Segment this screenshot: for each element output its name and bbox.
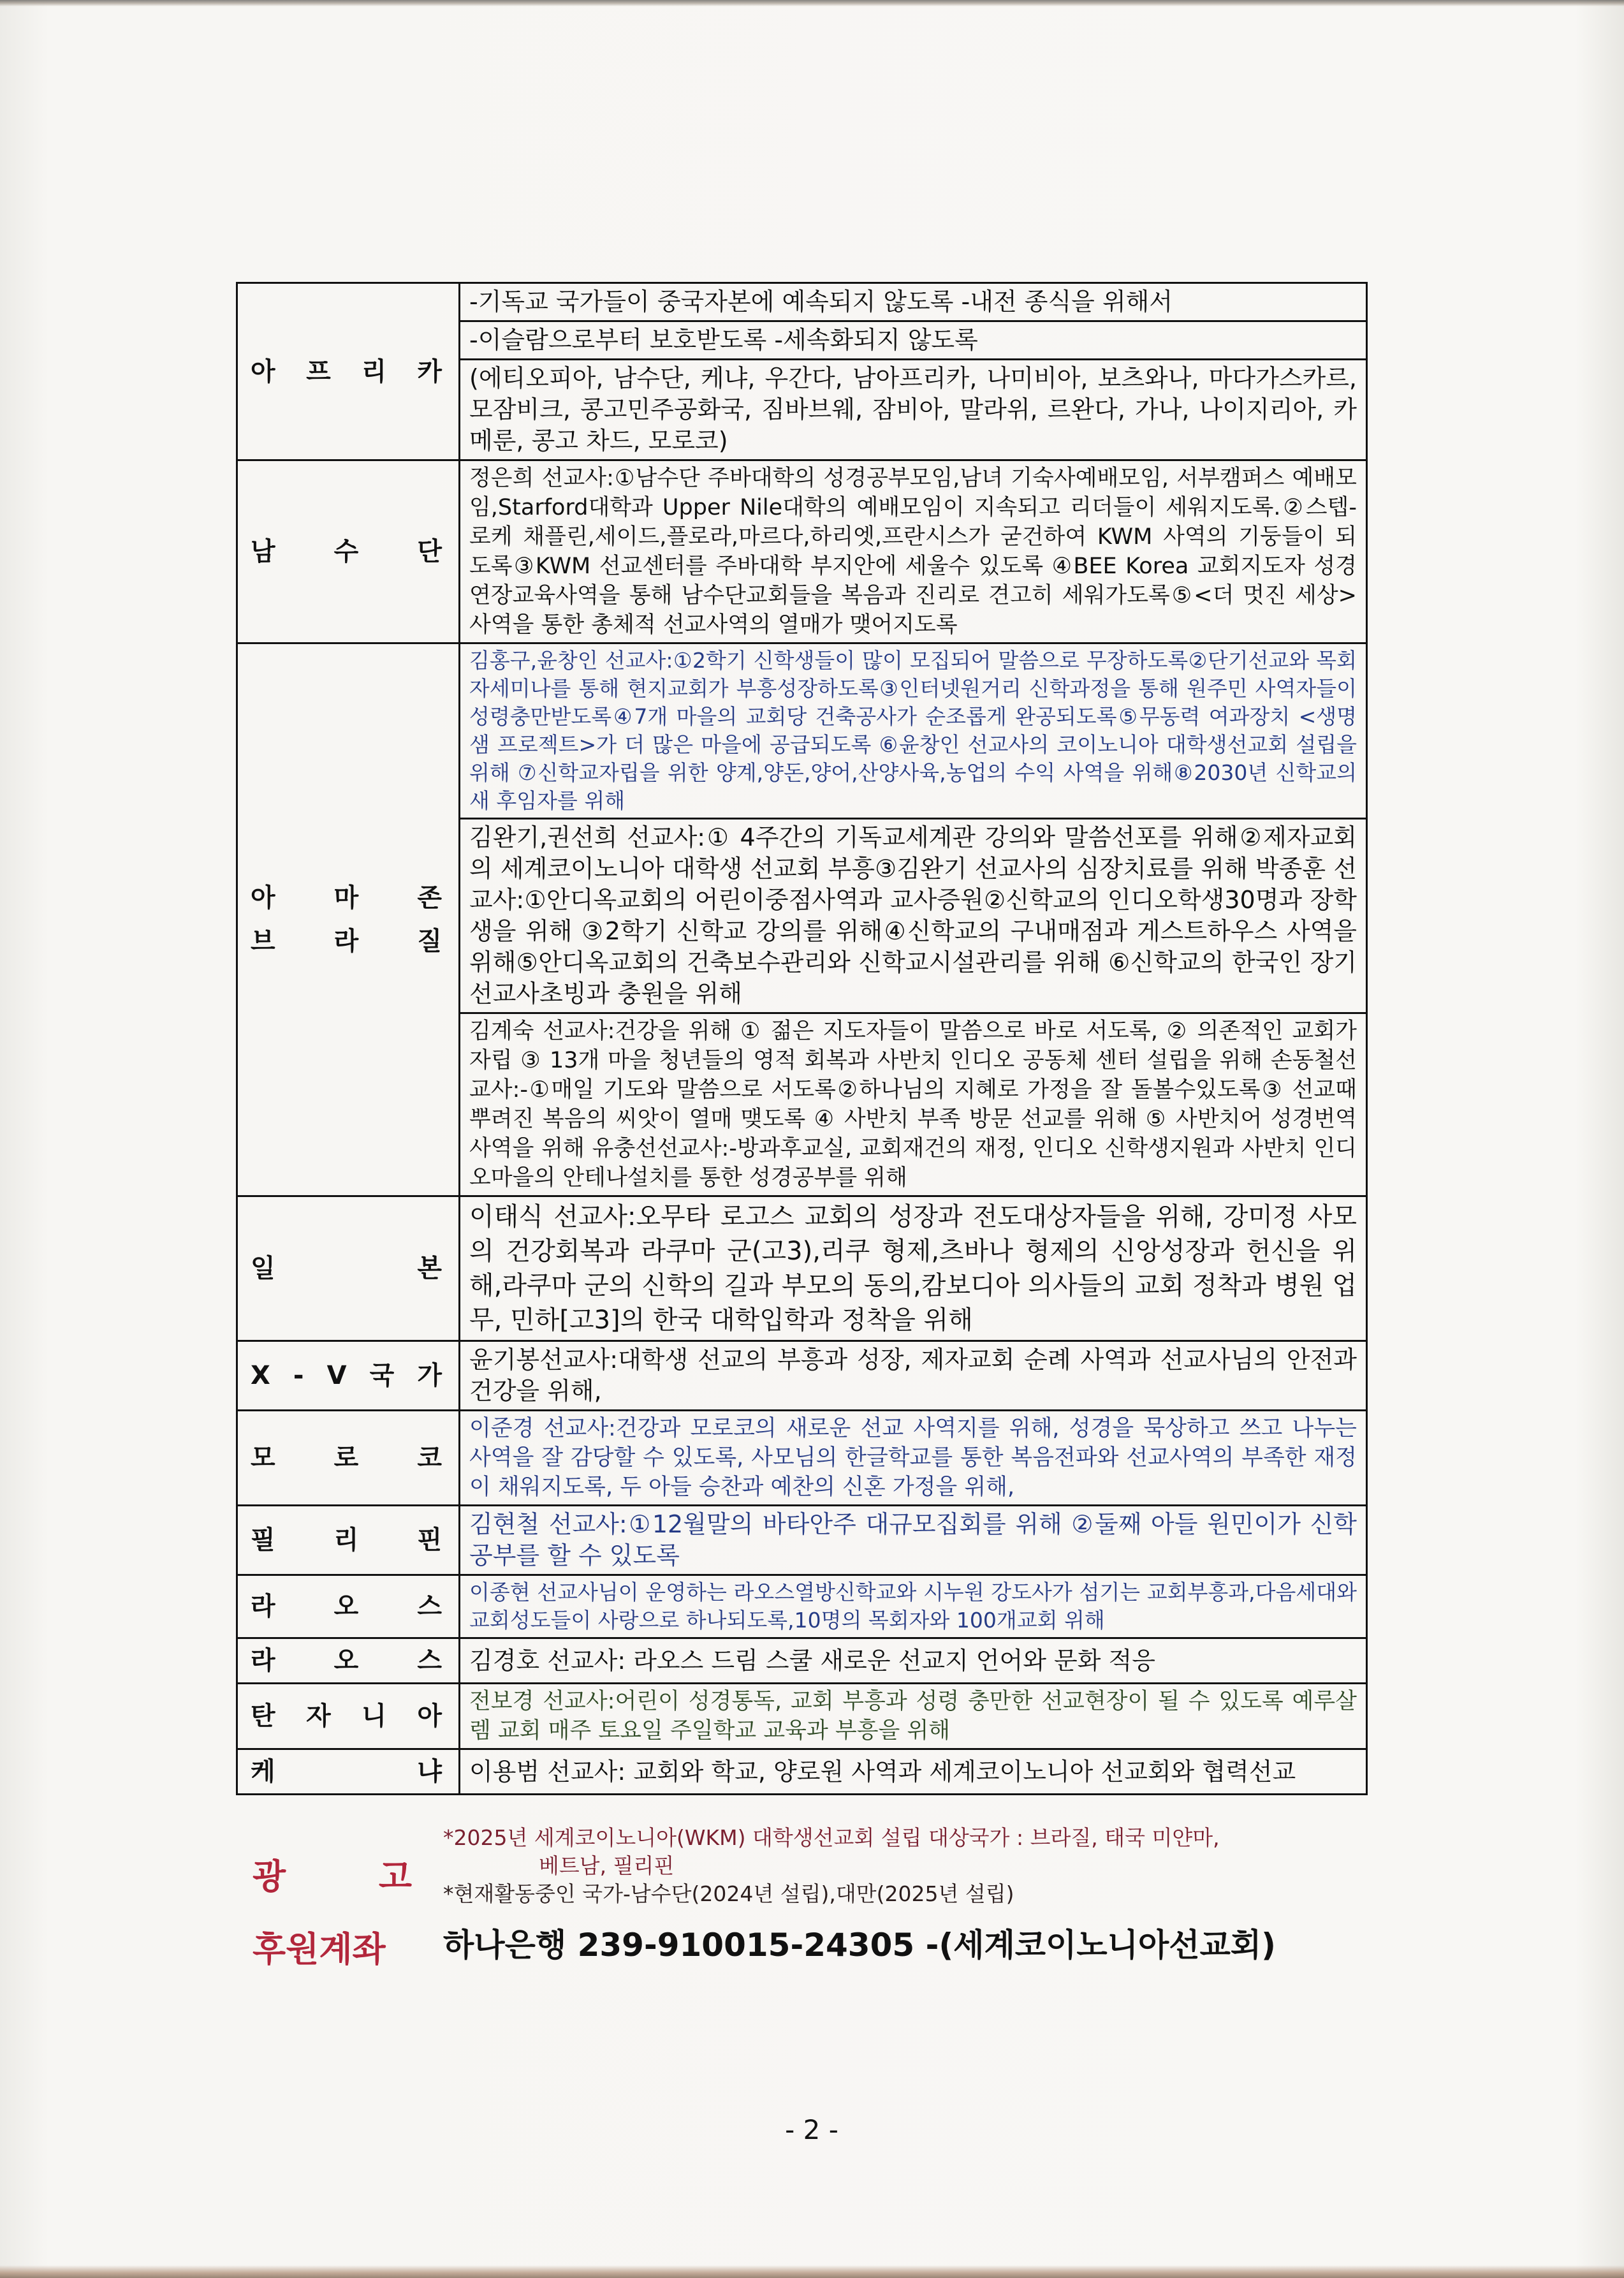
table-row bbox=[237, 460, 1367, 643]
country-label: 라 오 스 bbox=[237, 1638, 460, 1684]
prayer-request-text: (에티오피아, 남수단, 케냐, 우간다, 남아프리카, 나미비아, 보츠와나, 마다가스카르, 모잠비크, 콩고민주공화국, 짐바브웨, 잠비아, 말라위, 르완다, 가나, 나이지리아, 카메룬, 콩고 차드, 모로코) bbox=[460, 360, 1367, 460]
table-row bbox=[237, 643, 1367, 819]
prayer-request-text: -기독교 국가들이 중국자본에 예속되지 않도록 -내전 종식을 위해서 bbox=[460, 283, 1367, 321]
country-label: 일 본 bbox=[237, 1196, 460, 1341]
table-row bbox=[237, 283, 1367, 321]
table-row bbox=[237, 1684, 1367, 1749]
announcement-text bbox=[443, 1824, 1374, 1908]
prayer-request-table bbox=[236, 282, 1368, 1795]
prayer-request-text: 정은희 선교사:①남수단 주바대학의 성경공부모임,남녀 기숙사예배모임, 서부캠퍼스 예배모임,Starford대학과 Upper Nile대학의 예배모임이 지속되고 리더들이 세워지도록.②스텝-로케 채플린,세이드,플로라,마르다,하리엣,프란시스가 굳건하여 KWM 사역의 기둥들이 되도록③KWM 선교센터를 주바대학 부지안에 세울수 있도록 ④BEE Korea 교회지도자 성경연장교육사역을 통해 남수단교회들을 복음과 진리로 견고히 세워가도록⑤<더 멋진 세상> 사역을 통한 총체적 선교사역의 열매가 맺어지도록 bbox=[460, 460, 1367, 643]
announcement-line-1: *2025년 세계코이노니아(WKM) 대학생선교회 설립 대상국가 : 브라질, 태국 미얀마, bbox=[443, 1825, 1220, 1850]
country-label: 필 리 핀 bbox=[237, 1506, 460, 1575]
table-row bbox=[237, 1411, 1367, 1506]
prayer-request-text: 김현철 선교사:①12월말의 바타안주 대규모집회를 위해 ②둘째 아들 원민이가 신학공부를 할 수 있도록 bbox=[460, 1506, 1367, 1575]
prayer-request-text: 이종현 선교사님이 운영하는 라오스열방신학교와 시누원 강도사가 섬기는 교회부흥과,다음세대와 교회성도들이 사랑으로 하나되도록,10명의 목회자와 100개교회 위해 bbox=[460, 1575, 1367, 1638]
table-row bbox=[237, 1506, 1367, 1575]
table-row bbox=[237, 1749, 1367, 1795]
table-row bbox=[237, 1196, 1367, 1341]
country-label: 남 수 단 bbox=[237, 460, 460, 643]
prayer-request-text: 이용범 선교사: 교회와 학교, 양로원 사역과 세계코이노니아 선교회와 협력선교 bbox=[460, 1749, 1367, 1795]
table-row bbox=[237, 1638, 1367, 1684]
prayer-request-text: 김완기,권선희 선교사:① 4주간의 기독교세계관 강의와 말씀선포를 위해②제자교회의 세계코이노니아 대학생 선교회 부흥③김완기 선교사의 심장치료를 위해 박종훈 선교사:①안디옥교회의 어린이중점사역과 교사증원②신학교의 인디오학생30명과 장학생을 위해 ③2학기 신학교 강의를 위해④신학교의 구내매점과 게스트하우스 사역을 위해⑤안디옥교회의 건축보수관리와 신학교시설관리를 위해 ⑥신학교의 한국인 장기 선교사초빙과 충원을 위해 bbox=[460, 819, 1367, 1013]
table-row bbox=[237, 1575, 1367, 1638]
country-label: 라 오 스 bbox=[237, 1575, 460, 1638]
country-label: 케 냐 bbox=[237, 1749, 460, 1795]
prayer-request-text: 김계숙 선교사:건강을 위해 ① 젊은 지도자들이 말씀으로 바로 서도록, ② 의존적인 교회가 자립 ③ 13개 마을 청년들의 영적 회복과 사반치 인디오 공동체 센터 설립을 위해 손동철선교사:-①매일 기도와 말씀으로 서도록②하나님의 지혜로 가정을 잘 돌볼수있도록③ 선교때 뿌려진 복음의 씨앗이 열매 맺도록 ④ 사반치 부족 방문 선교를 위해 ⑤ 사반치어 성경번역 사역을 위해 유충선선교사:-방과후교실, 교회재건의 재정, 인디오 신학생지원과 사반치 인디오마을의 안테나설치를 통한 성경공부를 위해 bbox=[460, 1013, 1367, 1196]
announcement-label: 광 고 bbox=[252, 1856, 412, 1897]
country-label: X - V 국 가 bbox=[237, 1341, 460, 1411]
country-label: 탄 자 니 아 bbox=[237, 1684, 460, 1749]
donation-account-section bbox=[236, 1920, 1384, 1969]
prayer-request-text: -이슬람으로부터 보호받도록 -세속화되지 않도록 bbox=[460, 321, 1367, 360]
prayer-request-text: 김홍구,윤창인 선교사:①2학기 신학생들이 많이 모집되어 말씀으로 무장하도록②단기선교와 목회자세미나를 통해 현지교회가 부흥성장하도록③인터넷원거리 신학과정을 통해 원주민 사역자들이 성령충만받도록④7개 마을의 교회당 건축공사가 순조롭게 완공되도록⑤무동력 여과장치 <생명샘 프로젝트>가 더 많은 마을에 공급되도록 ⑥윤창인 선교사의 코이노니아 대학생선교회 설립을 위해 ⑦신학교자립을 위한 양계,양돈,양어,산양사육,농업의 수익 사역을 위해⑧2030년 신학교의 새 후임자를 위해 bbox=[460, 643, 1367, 819]
prayer-request-text: 김경호 선교사: 라오스 드림 스쿨 새로운 선교지 언어와 문화 적응 bbox=[460, 1638, 1367, 1684]
country-label: 아 마 존 브 라 질 bbox=[237, 643, 460, 1196]
donation-account-label: 후원계좌 bbox=[252, 1929, 386, 1969]
country-label: 아 프 리 카 bbox=[237, 283, 460, 460]
prayer-request-text: 이태식 선교사:오무타 로고스 교회의 성장과 전도대상자들을 위해, 강미정 사모의 건강회복과 라쿠마 군(고3),리쿠 형제,츠바나 형제의 신앙성장과 헌신을 위해,라쿠마 군의 신학의 길과 부모의 동의,캄보디아 의사들의 교회 정착과 병원 업무, 민하[고3]의 한국 대학입학과 정착을 위해 bbox=[460, 1196, 1367, 1341]
page-bottom-edge bbox=[0, 2265, 1624, 2278]
prayer-request-text: 윤기봉선교사:대학생 선교의 부흥과 성장, 제자교회 순례 사역과 선교사님의 안전과 건강을 위해, bbox=[460, 1341, 1367, 1411]
announcement-line-3: *현재활동중인 국가-남수단(2024년 설립),대만(2025년 설립) bbox=[443, 1881, 1014, 1906]
prayer-request-text: 이준경 선교사:건강과 모로코의 새로운 선교 사역지를 위해, 성경을 묵상하고 쓰고 나누는 사역을 잘 감당할 수 있도록, 사모님의 한글학교를 통한 복음전파와 선교사역의 부족한 재정이 채워지도록, 두 아들 승찬과 예찬의 신혼 가정을 위해, bbox=[460, 1411, 1367, 1506]
announcement-line-2: 베트남, 필리핀 bbox=[539, 1853, 675, 1878]
country-label: 모 로 코 bbox=[237, 1411, 460, 1506]
table-row bbox=[237, 1341, 1367, 1411]
page-top-edge bbox=[0, 0, 1624, 6]
donation-account-number: 하나은행 239-910015-24305 -(세계코이노니아선교회) bbox=[443, 1927, 1277, 1964]
prayer-request-text: 전보경 선교사:어린이 성경통독, 교회 부흥과 성령 충만한 선교현장이 될 수 있도록 예루살렘 교회 매주 토요일 주일학교 교육과 부흥을 위해 bbox=[460, 1684, 1367, 1749]
page-number: - 2 - bbox=[785, 2114, 838, 2145]
